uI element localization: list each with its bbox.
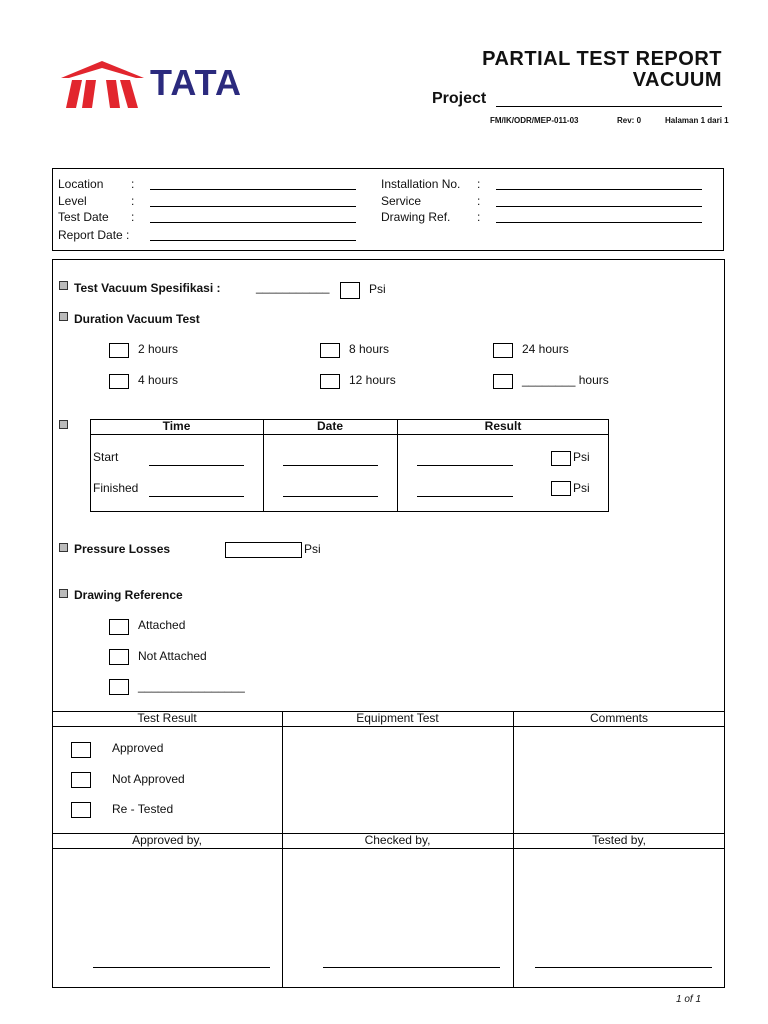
- result-table-header-line: [52, 726, 725, 727]
- info-label-drawing-ref: Drawing Ref.: [381, 210, 451, 224]
- logo-text: TATA: [150, 62, 242, 103]
- approved-by-header: Approved by,: [132, 833, 202, 847]
- project-line: [496, 106, 722, 107]
- comments-header: Comments: [589, 711, 648, 725]
- result-option: Not Approved: [112, 772, 185, 786]
- duration-checkbox-8h[interactable]: [320, 343, 340, 358]
- result-option: Re - Tested: [112, 802, 174, 816]
- pressure-unit: Psi: [304, 542, 321, 556]
- duration-checkbox-12h[interactable]: [320, 374, 340, 389]
- tested-signature-line[interactable]: [535, 967, 712, 968]
- result-table-divider: [282, 711, 283, 988]
- start-time-line[interactable]: [149, 465, 244, 466]
- report-title: PARTIAL TEST REPORT: [482, 48, 722, 70]
- time-table-header-line: [90, 434, 609, 435]
- finished-unit: Psi: [573, 481, 590, 495]
- time-header: Time: [162, 419, 191, 433]
- start-result-line[interactable]: [417, 465, 513, 466]
- tested-by-header: Tested by,: [592, 833, 646, 847]
- duration-checkbox-24h[interactable]: [493, 343, 513, 358]
- pressure-label: Pressure Losses: [74, 542, 171, 556]
- finished-time-line[interactable]: [149, 496, 244, 497]
- duration-option: 2 hours: [138, 342, 179, 356]
- spec-blank[interactable]: ___________: [256, 280, 330, 294]
- page-info: Halaman 1 dari 1: [665, 116, 729, 125]
- duration-option: 8 hours: [349, 342, 390, 356]
- spec-unit: Psi: [369, 282, 386, 296]
- page-number: 1 of 1: [676, 994, 702, 1005]
- info-label-report-date: Report Date :: [58, 228, 130, 242]
- equipment-test-header: Equipment Test: [356, 711, 439, 725]
- duration-option: 12 hours: [349, 373, 396, 387]
- duration-label: Duration Vacuum Test: [74, 312, 200, 326]
- bullet-icon: [59, 281, 68, 290]
- start-label: Start: [93, 450, 119, 464]
- level-line[interactable]: [150, 206, 356, 207]
- location-line[interactable]: [150, 189, 356, 190]
- info-label-level: Level: [58, 194, 87, 208]
- attached-checkbox[interactable]: [109, 619, 129, 635]
- info-sep: :: [131, 194, 135, 208]
- finished-label: Finished: [93, 481, 139, 495]
- bullet-icon: [59, 420, 68, 429]
- spec-label: Test Vacuum Spesifikasi :: [74, 281, 221, 295]
- drawing-option: Attached: [138, 618, 186, 632]
- finished-date-line[interactable]: [283, 496, 378, 497]
- checked-signature-line[interactable]: [323, 967, 500, 968]
- project-label: Project: [432, 90, 487, 107]
- report-date-line[interactable]: [150, 240, 356, 241]
- approved-checkbox[interactable]: [71, 742, 91, 758]
- drawing-label: Drawing Reference: [74, 588, 183, 602]
- not-attached-checkbox[interactable]: [109, 649, 129, 665]
- result-option: Approved: [112, 741, 164, 755]
- test-date-line[interactable]: [150, 222, 356, 223]
- start-unit: Psi: [573, 450, 590, 464]
- start-psi-checkbox[interactable]: [551, 451, 571, 466]
- sign-table-header-line: [52, 848, 725, 849]
- duration-checkbox-4h[interactable]: [109, 374, 129, 389]
- test-result-header: Test Result: [137, 711, 197, 725]
- spec-unit-checkbox[interactable]: [340, 282, 360, 299]
- duration-option: 24 hours: [522, 342, 569, 356]
- re-tested-checkbox[interactable]: [71, 802, 91, 818]
- bullet-icon: [59, 312, 68, 321]
- duration-option-custom[interactable]: ________ hours: [522, 373, 609, 387]
- not-approved-checkbox[interactable]: [71, 772, 91, 788]
- logo-mark-icon: [58, 58, 148, 110]
- bullet-icon: [59, 543, 68, 552]
- info-label-test-date: Test Date: [58, 210, 109, 224]
- pressure-input[interactable]: [225, 542, 302, 558]
- duration-checkbox-custom[interactable]: [493, 374, 513, 389]
- info-sep: :: [131, 177, 135, 191]
- drawing-other-checkbox[interactable]: [109, 679, 129, 695]
- drawing-ref-line[interactable]: [496, 222, 702, 223]
- info-label-installation: Installation No.: [381, 177, 461, 191]
- service-line[interactable]: [496, 206, 702, 207]
- info-sep: :: [477, 177, 481, 191]
- result-table-divider: [513, 711, 514, 988]
- info-sep: :: [131, 210, 135, 224]
- result-header: Result: [484, 419, 522, 433]
- finished-result-line[interactable]: [417, 496, 513, 497]
- duration-checkbox-2h[interactable]: [109, 343, 129, 358]
- installation-line[interactable]: [496, 189, 702, 190]
- drawing-option: Not Attached: [138, 649, 207, 663]
- info-label-location: Location: [58, 177, 104, 191]
- company-logo: [58, 58, 258, 110]
- checked-by-header: Checked by,: [364, 833, 431, 847]
- info-sep: :: [477, 194, 481, 208]
- start-date-line[interactable]: [283, 465, 378, 466]
- date-header: Date: [316, 419, 343, 433]
- project-field: [432, 90, 486, 108]
- doc-code: FM/IK/ODR/MEP-011-03: [490, 116, 579, 125]
- duration-option: 4 hours: [138, 373, 179, 387]
- info-label-service: Service: [381, 194, 422, 208]
- bullet-icon: [59, 589, 68, 598]
- approved-signature-line[interactable]: [93, 967, 270, 968]
- info-sep: :: [477, 210, 481, 224]
- drawing-option-other[interactable]: ________________: [138, 679, 245, 693]
- revision: Rev: 0: [617, 116, 642, 125]
- report-subtitle: VACUUM: [632, 69, 722, 91]
- finished-psi-checkbox[interactable]: [551, 481, 571, 496]
